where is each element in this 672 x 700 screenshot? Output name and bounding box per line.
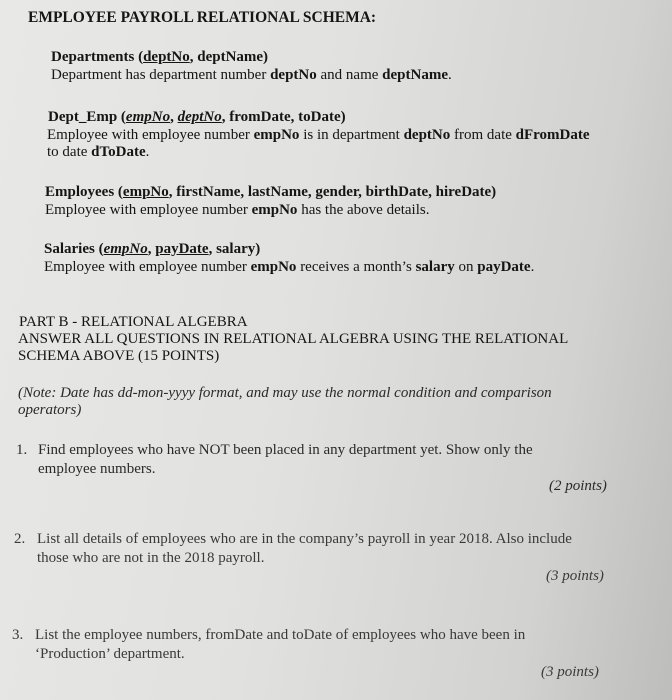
dept-emp-schema: Dept_Emp (empNo, deptNo, fromDate, toDate) xyxy=(48,109,346,125)
question-1-line2: employee numbers. xyxy=(38,461,156,477)
note-line1: (Note: Date has dd-mon-yyyy format, and may use the normal condition and comparison xyxy=(18,385,552,401)
question-3-line2: ‘Production’ department. xyxy=(35,646,185,662)
part-b-heading: PART B - RELATIONAL ALGEBRA xyxy=(19,314,248,330)
question-1-line1: Find employees who have NOT been placed in any department yet. Show only the xyxy=(38,442,533,458)
salaries-schema: Salaries (empNo, payDate, salary) xyxy=(44,241,261,257)
document-title: EMPLOYEE PAYROLL RELATIONAL SCHEMA: xyxy=(28,9,377,26)
employees-description: Employee with employee number empNo has the above details. xyxy=(45,202,430,218)
dept-emp-description-line1: Employee with employee number empNo is in department deptNo from date dFromDate xyxy=(47,127,590,143)
question-2-line1: List all details of employees who are in the company’s payroll in year 2018. Also include xyxy=(37,531,572,547)
note-line2: operators) xyxy=(18,402,82,418)
salaries-description: Employee with employee number empNo receives a month’s salary on payDate. xyxy=(44,259,535,275)
question-3-points: (3 points) xyxy=(541,664,599,680)
question-2-line2: those who are not in the 2018 payroll. xyxy=(37,550,265,566)
question-3-line1: List the employee numbers, fromDate and toDate of employees who have been in xyxy=(35,627,526,643)
part-b-instruction-line2: SCHEMA ABOVE (15 POINTS) xyxy=(18,348,220,364)
employees-schema: Employees (empNo, firstName, lastName, gender, birthDate, hireDate) xyxy=(45,184,497,200)
question-2-number: 2. xyxy=(14,531,26,547)
question-1-number: 1. xyxy=(16,442,28,458)
question-1-points: (2 points) xyxy=(549,478,607,494)
question-2-points: (3 points) xyxy=(546,568,604,584)
departments-schema: Departments (deptNo, deptName) xyxy=(51,49,269,65)
question-3-number: 3. xyxy=(12,627,24,643)
dept-emp-description-line2: to date dToDate. xyxy=(47,144,150,160)
part-b-instruction-line1: ANSWER ALL QUESTIONS IN RELATIONAL ALGEBRA USING THE RELATIONAL xyxy=(18,331,569,347)
departments-description: Department has department number deptNo and name deptName. xyxy=(51,67,452,83)
